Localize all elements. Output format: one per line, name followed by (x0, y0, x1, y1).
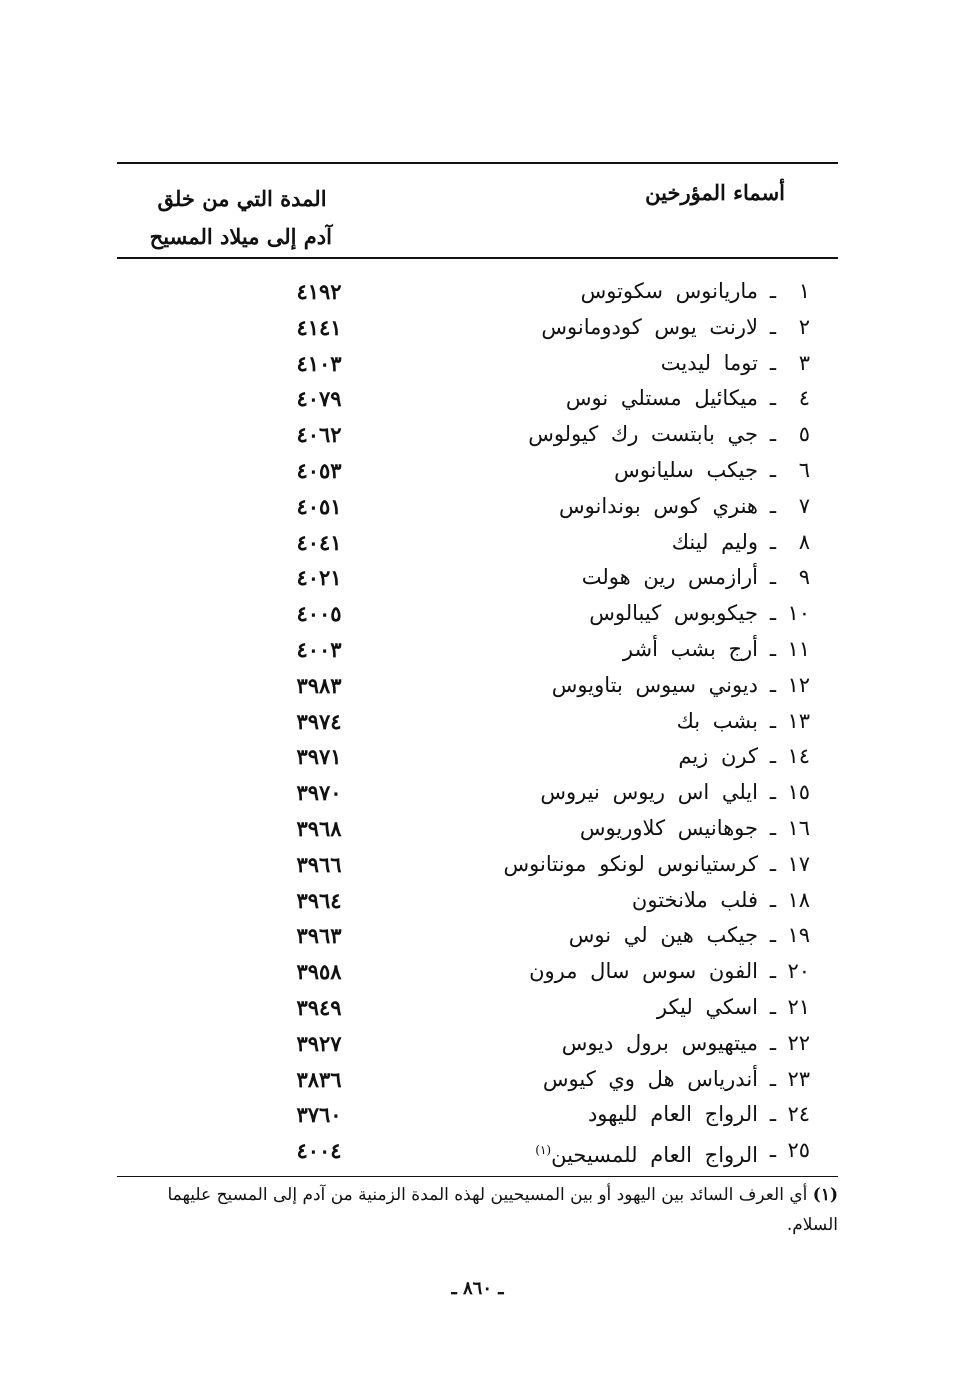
table-row (110, 883, 810, 919)
period-value: ٣٩٧٠ (296, 780, 342, 806)
row-number: ٢١ (787, 994, 810, 1019)
row-number: ٢٥ (787, 1138, 810, 1163)
historian-name (543, 1062, 758, 1098)
period-value: ٤٠٠٣ (296, 636, 342, 662)
row-number: ١٠ (787, 601, 810, 626)
period-value: ٤٠٠٤ (296, 1138, 342, 1164)
period-value: ٣٩٤٩ (296, 994, 342, 1020)
row-separator: ـ (769, 1030, 776, 1055)
footnote-mark: (١) (812, 1185, 838, 1205)
period-value: ٣٩٥٨ (296, 959, 342, 985)
row-separator: ـ (769, 529, 776, 554)
historian-name (589, 596, 758, 632)
period-column-header-line1: المدة التي من خلق (157, 186, 327, 211)
historian-name (541, 310, 758, 346)
period-value: ٤٠٧٩ (296, 386, 342, 412)
historian-name-text: أرازمس رين هولت (581, 565, 758, 590)
historian-name (580, 811, 758, 847)
historian-name (559, 489, 758, 525)
period-value: ٣٩٦٨ (296, 815, 342, 841)
period-value: ٤١٤١ (296, 314, 342, 340)
table-row (110, 417, 810, 453)
footnote-reference: (١) (535, 1143, 552, 1158)
historian-name (588, 1097, 758, 1133)
historian-name-text: جي بابتست رك كيولوس (528, 422, 758, 447)
historian-name (552, 668, 758, 704)
table-row (110, 381, 810, 417)
historian-name (614, 453, 758, 489)
row-number: ٥ (798, 422, 810, 447)
table-row (110, 453, 810, 489)
row-separator: ـ (769, 708, 776, 733)
row-separator: ـ (769, 601, 776, 626)
historian-name (582, 560, 758, 596)
period-value: ٣٩٧٤ (296, 708, 342, 734)
row-separator: ـ (769, 636, 776, 661)
historians-table-body (110, 274, 810, 1169)
period-value: ٣٩٢٧ (296, 1030, 342, 1056)
historian-name-text: ديوني سيوس بتاويوس (551, 672, 758, 697)
historian-name (529, 954, 758, 990)
row-number: ٣ (798, 350, 810, 375)
historian-name-text: الرواج العام للمسيحين (551, 1143, 758, 1168)
footnote (117, 1180, 838, 1240)
period-value: ٤٠٠٥ (296, 601, 342, 627)
historian-name (672, 525, 758, 561)
period-value: ٣٨٣٦ (296, 1066, 342, 1092)
row-separator: ـ (769, 744, 776, 769)
historian-name-text: هنري كوس بوندانوس (559, 493, 758, 518)
page-number: ـ ٨٦٠ ـ (451, 1278, 504, 1299)
historian-name-text: جوهانيس كلاوريوس (579, 815, 758, 840)
historian-name (632, 883, 758, 919)
row-separator: ـ (769, 314, 776, 339)
table-row (110, 1062, 810, 1098)
historian-name (661, 346, 758, 382)
table-row (110, 668, 810, 704)
table-row (110, 811, 810, 847)
footnote-rule (117, 1176, 838, 1177)
row-number: ١ (798, 279, 810, 303)
table-top-rule (117, 162, 838, 164)
row-number: ٢٣ (787, 1066, 810, 1091)
row-number: ٨ (798, 529, 810, 554)
period-value: ٤٠٢١ (296, 565, 342, 591)
footnote-text: أي العرف السائد بين اليهود أو بين المسيحيين لهذه المدة الزمنية من آدم إلى المسيح عليهما السلام. (167, 1185, 838, 1235)
row-number: ٢٢ (787, 1030, 810, 1055)
period-value: ٣٩٧١ (296, 744, 342, 770)
table-row (110, 847, 810, 883)
table-row (110, 918, 810, 954)
historian-name-text: ماريانوس سكوتوس (580, 279, 758, 303)
row-number: ١٨ (787, 887, 810, 912)
historian-name-text: ايلي اس ريوس نيروس (540, 780, 758, 805)
table-row (110, 775, 810, 811)
row-separator: ـ (769, 994, 776, 1019)
historian-name-text: لارنت يوس كودومانوس (541, 314, 758, 339)
period-value: ٤٠٥٣ (296, 457, 342, 483)
row-separator: ـ (769, 350, 776, 375)
row-separator: ـ (769, 457, 776, 482)
table-row (110, 310, 810, 346)
row-number: ٦ (798, 457, 810, 482)
period-column-header (149, 180, 332, 256)
row-number: ٢ (798, 314, 810, 339)
historian-name (623, 632, 758, 668)
row-number: ١٣ (787, 708, 810, 733)
row-number: ٢٤ (787, 1102, 810, 1127)
row-number: ١٦ (787, 815, 810, 840)
row-separator: ـ (769, 1138, 776, 1163)
row-number: ١٧ (787, 851, 810, 876)
historian-name-text: بشب بك (676, 708, 758, 733)
historian-name (528, 417, 758, 453)
table-header-rule (117, 257, 838, 259)
historian-name-text: فلب ملانختون (631, 887, 758, 912)
period-value: ٤١٠٣ (296, 350, 342, 376)
historian-name (540, 775, 758, 811)
historian-name-text: توما ليديت (660, 350, 758, 375)
historian-name (535, 1133, 758, 1174)
table-row (110, 1097, 810, 1133)
historian-name (562, 1026, 758, 1062)
row-separator: ـ (769, 279, 776, 303)
row-separator: ـ (769, 780, 776, 805)
historian-name (569, 918, 758, 954)
historian-name (566, 381, 758, 417)
historian-name-text: اسكي ليكر (656, 994, 758, 1019)
period-value: ٣٩٦٦ (296, 851, 342, 877)
row-separator: ـ (769, 1102, 776, 1127)
row-number: ٧ (798, 493, 810, 518)
table-row (110, 739, 810, 775)
table-row (110, 632, 810, 668)
period-value: ٤٠٤١ (296, 529, 342, 555)
row-separator: ـ (769, 672, 776, 697)
row-separator: ـ (769, 923, 776, 948)
period-value: ٣٩٨٣ (296, 672, 342, 698)
row-separator: ـ (769, 815, 776, 840)
historian-name-text: كرن زيم (678, 744, 758, 769)
row-number: ١٤ (787, 744, 810, 769)
historian-name-text: جيكوبوس كيبالوس (589, 601, 758, 626)
table-row (110, 1133, 810, 1169)
period-value: ٤١٩٢ (296, 279, 342, 304)
historian-name (677, 704, 758, 740)
historian-name (678, 739, 758, 775)
table-row (110, 560, 810, 596)
table-row (110, 346, 810, 382)
row-separator: ـ (769, 422, 776, 447)
row-separator: ـ (769, 1066, 776, 1091)
names-column-header: أسماء المؤرخين (645, 180, 785, 205)
historian-name (581, 274, 758, 310)
historian-name-text: أرج بشب أشر (622, 636, 758, 661)
period-column-header-line2: آدم إلى ميلاد المسيح (149, 224, 332, 249)
row-separator: ـ (769, 386, 776, 411)
table-row (110, 704, 810, 740)
table-row (110, 1026, 810, 1062)
table-row (110, 525, 810, 561)
historian-name-text: ميكائيل مستلي نوس (565, 386, 758, 411)
table-row (110, 954, 810, 990)
historian-name-text: كرستيانوس لونكو مونتانوس (503, 851, 758, 876)
row-number: ١١ (787, 636, 810, 661)
period-value: ٣٩٦٤ (296, 887, 342, 913)
row-separator: ـ (769, 851, 776, 876)
row-number: ٤ (798, 386, 810, 411)
row-number: ١٢ (787, 672, 810, 697)
period-value: ٣٩٦٣ (296, 923, 342, 949)
table-row (110, 596, 810, 632)
table-row (110, 990, 810, 1026)
historian-name (504, 847, 758, 883)
row-separator: ـ (769, 887, 776, 912)
table-row (110, 274, 810, 310)
row-number: ١٩ (787, 923, 810, 948)
row-number: ١٥ (787, 780, 810, 805)
historian-name-text: ميتهيوس برول ديوس (561, 1030, 758, 1055)
historian-name-text: أندرياس هل وي كيوس (542, 1066, 758, 1091)
row-number: ٢٠ (787, 959, 810, 984)
table-row (110, 489, 810, 525)
row-separator: ـ (769, 493, 776, 518)
row-separator: ـ (769, 565, 776, 590)
historian-name-text: وليم لينك (671, 529, 758, 554)
period-value: ٤٠٥١ (296, 493, 342, 519)
period-value: ٤٠٦٢ (296, 422, 342, 448)
historian-name (657, 990, 758, 1026)
row-number: ٩ (798, 565, 810, 590)
historian-name-text: جيكب هين لي نوس (568, 923, 758, 948)
historian-name-text: الفون سوس سال مرون (529, 959, 758, 984)
historian-name-text: جيكب سليانوس (614, 457, 758, 482)
row-separator: ـ (769, 959, 776, 984)
historian-name-text: الرواج العام لليهود (587, 1102, 758, 1127)
period-value: ٣٧٦٠ (296, 1102, 342, 1128)
